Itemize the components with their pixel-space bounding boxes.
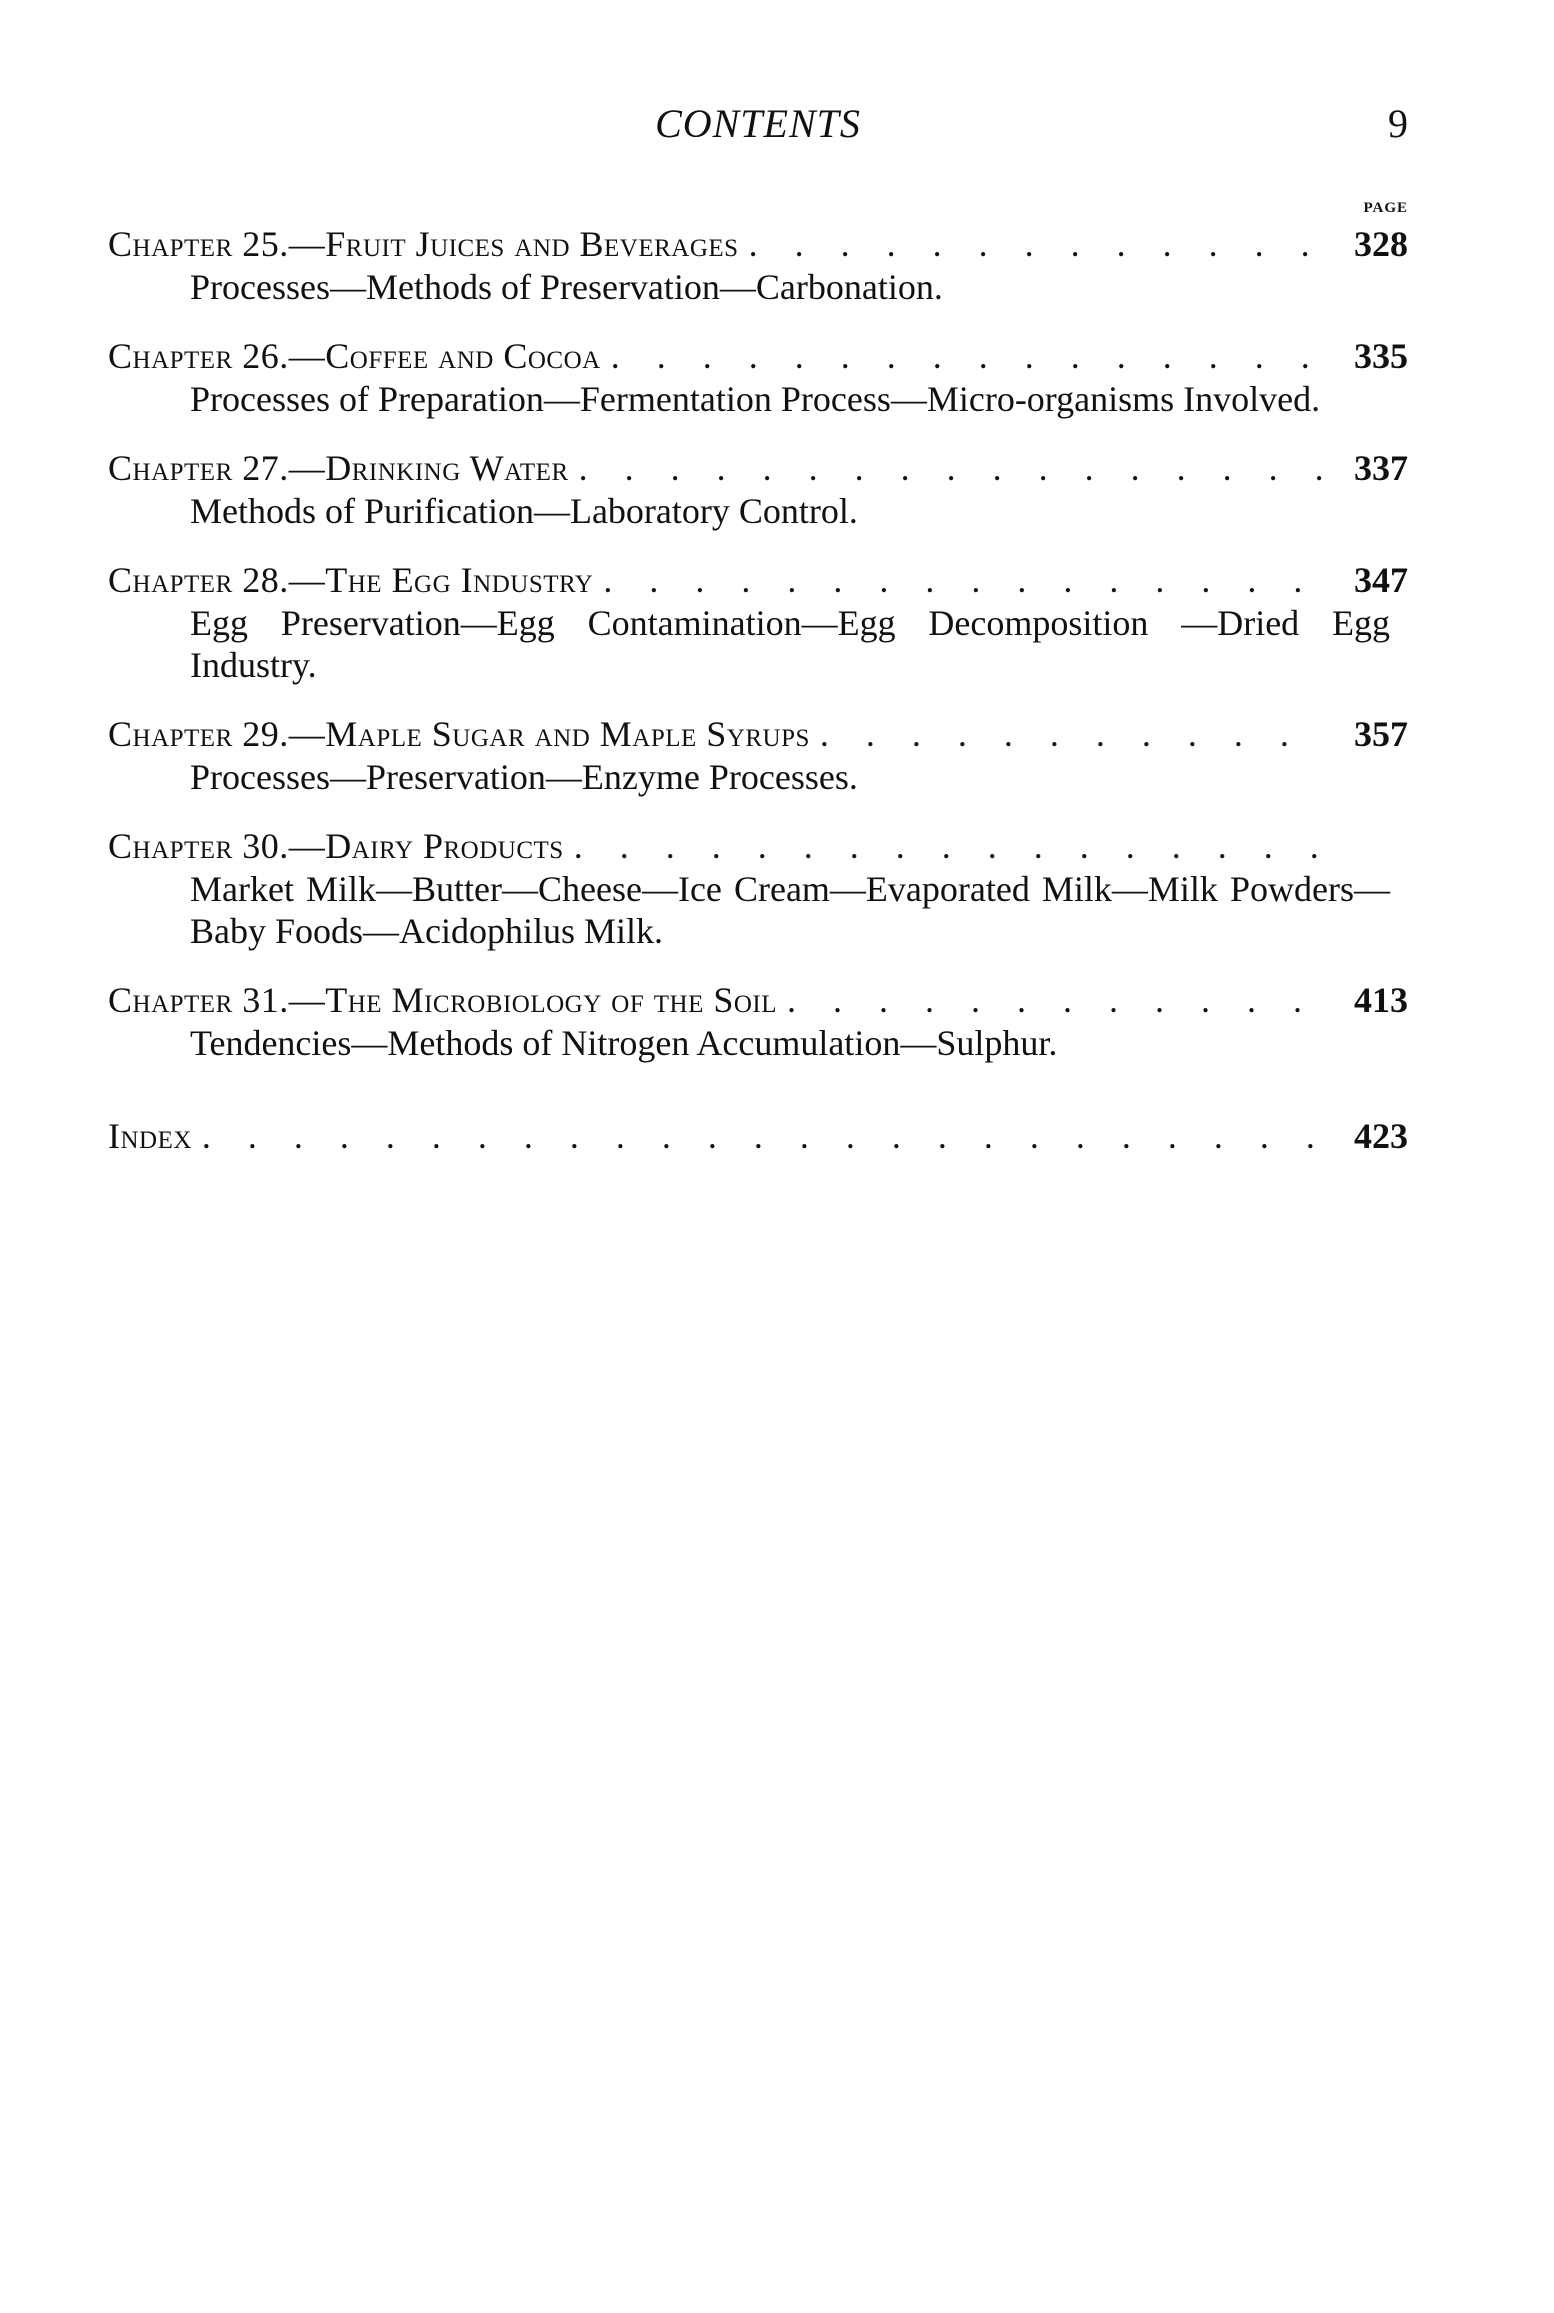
toc-entry-heading xyxy=(108,558,1408,602)
chapter-label: Chapter 29. xyxy=(108,714,289,754)
dot-leader xyxy=(202,1114,1328,1158)
chapter-title: —Drinking Water xyxy=(288,448,569,488)
chapter-title: —Fruit Juices and Beverages xyxy=(288,224,739,264)
chapter-title: —Maple Sugar and Maple Syrups xyxy=(288,714,810,754)
toc-entry-chapter-31 xyxy=(108,978,1408,1064)
chapter-page-number: 347 xyxy=(1354,560,1408,600)
chapter-description: Egg Preservation—Egg Contamination—Egg Decomposition —Dried Egg Industry. xyxy=(190,603,1390,685)
toc-entry-index xyxy=(108,1114,1408,1158)
chapter-description: Market Milk—Butter—Cheese—Ice Cream—Evaporated Milk—Milk Powders—Baby Foods—Acidophilus Milk. xyxy=(190,869,1390,951)
toc-entry-chapter-26 xyxy=(108,334,1408,420)
chapter-label: Chapter 30. xyxy=(108,826,289,866)
toc-entry-heading xyxy=(108,978,1408,1022)
chapter-title: —Coffee and Cocoa xyxy=(288,336,601,376)
chapter-label: Chapter 26. xyxy=(108,336,289,376)
index-page-number: 423 xyxy=(1354,1116,1408,1156)
chapter-description: Methods of Purification—Laboratory Control. xyxy=(190,491,858,531)
table-of-contents xyxy=(108,222,1408,1184)
chapter-title: —The Microbiology of the Soil xyxy=(288,980,778,1020)
running-head xyxy=(108,100,1408,150)
toc-entry-heading xyxy=(108,446,1408,490)
dot-leader xyxy=(579,446,1328,490)
chapter-description: Processes—Preservation—Enzyme Processes. xyxy=(190,757,858,797)
chapter-title: —The Egg Industry xyxy=(288,560,594,600)
dot-leader xyxy=(603,558,1328,602)
chapter-description: Processes of Preparation—Fermentation Process—Micro-organisms Involved. xyxy=(190,379,1321,419)
page-number: 9 xyxy=(1388,101,1408,146)
chapter-description: Processes—Methods of Preservation—Carbonation. xyxy=(190,267,943,307)
toc-entry-heading xyxy=(108,334,1408,378)
page-column-label: PAGE xyxy=(1363,200,1408,216)
toc-entry-chapter-27 xyxy=(108,446,1408,532)
running-title: CONTENTS xyxy=(655,101,861,146)
toc-entry-heading xyxy=(108,222,1408,266)
toc-entry-heading xyxy=(108,1114,1408,1158)
dot-leader xyxy=(611,334,1328,378)
chapter-page-number: 357 xyxy=(1354,714,1408,754)
dot-leader xyxy=(574,824,1328,868)
toc-entry-chapter-28 xyxy=(108,558,1408,686)
dot-leader xyxy=(820,712,1328,756)
toc-entry-heading xyxy=(108,712,1408,756)
chapter-description: Tendencies—Methods of Nitrogen Accumulation—Sulphur. xyxy=(190,1023,1058,1063)
chapter-page-number: 337 xyxy=(1354,448,1408,488)
chapter-title: —Dairy Products xyxy=(288,826,564,866)
dot-leader xyxy=(787,978,1328,1022)
dot-leader xyxy=(749,222,1328,266)
toc-entry-heading xyxy=(108,824,1408,868)
chapter-label: Chapter 27. xyxy=(108,448,289,488)
chapter-page-number: 335 xyxy=(1354,336,1408,376)
toc-entry-chapter-30 xyxy=(108,824,1408,952)
toc-entry-chapter-29 xyxy=(108,712,1408,798)
chapter-label: Chapter 31. xyxy=(108,980,289,1020)
index-label: Index xyxy=(108,1116,192,1156)
chapter-page-number: 328 xyxy=(1354,224,1408,264)
chapter-label: Chapter 25. xyxy=(108,224,289,264)
chapter-page-number: 413 xyxy=(1354,980,1408,1020)
chapter-label: Chapter 28. xyxy=(108,560,289,600)
toc-entry-chapter-25 xyxy=(108,222,1408,308)
